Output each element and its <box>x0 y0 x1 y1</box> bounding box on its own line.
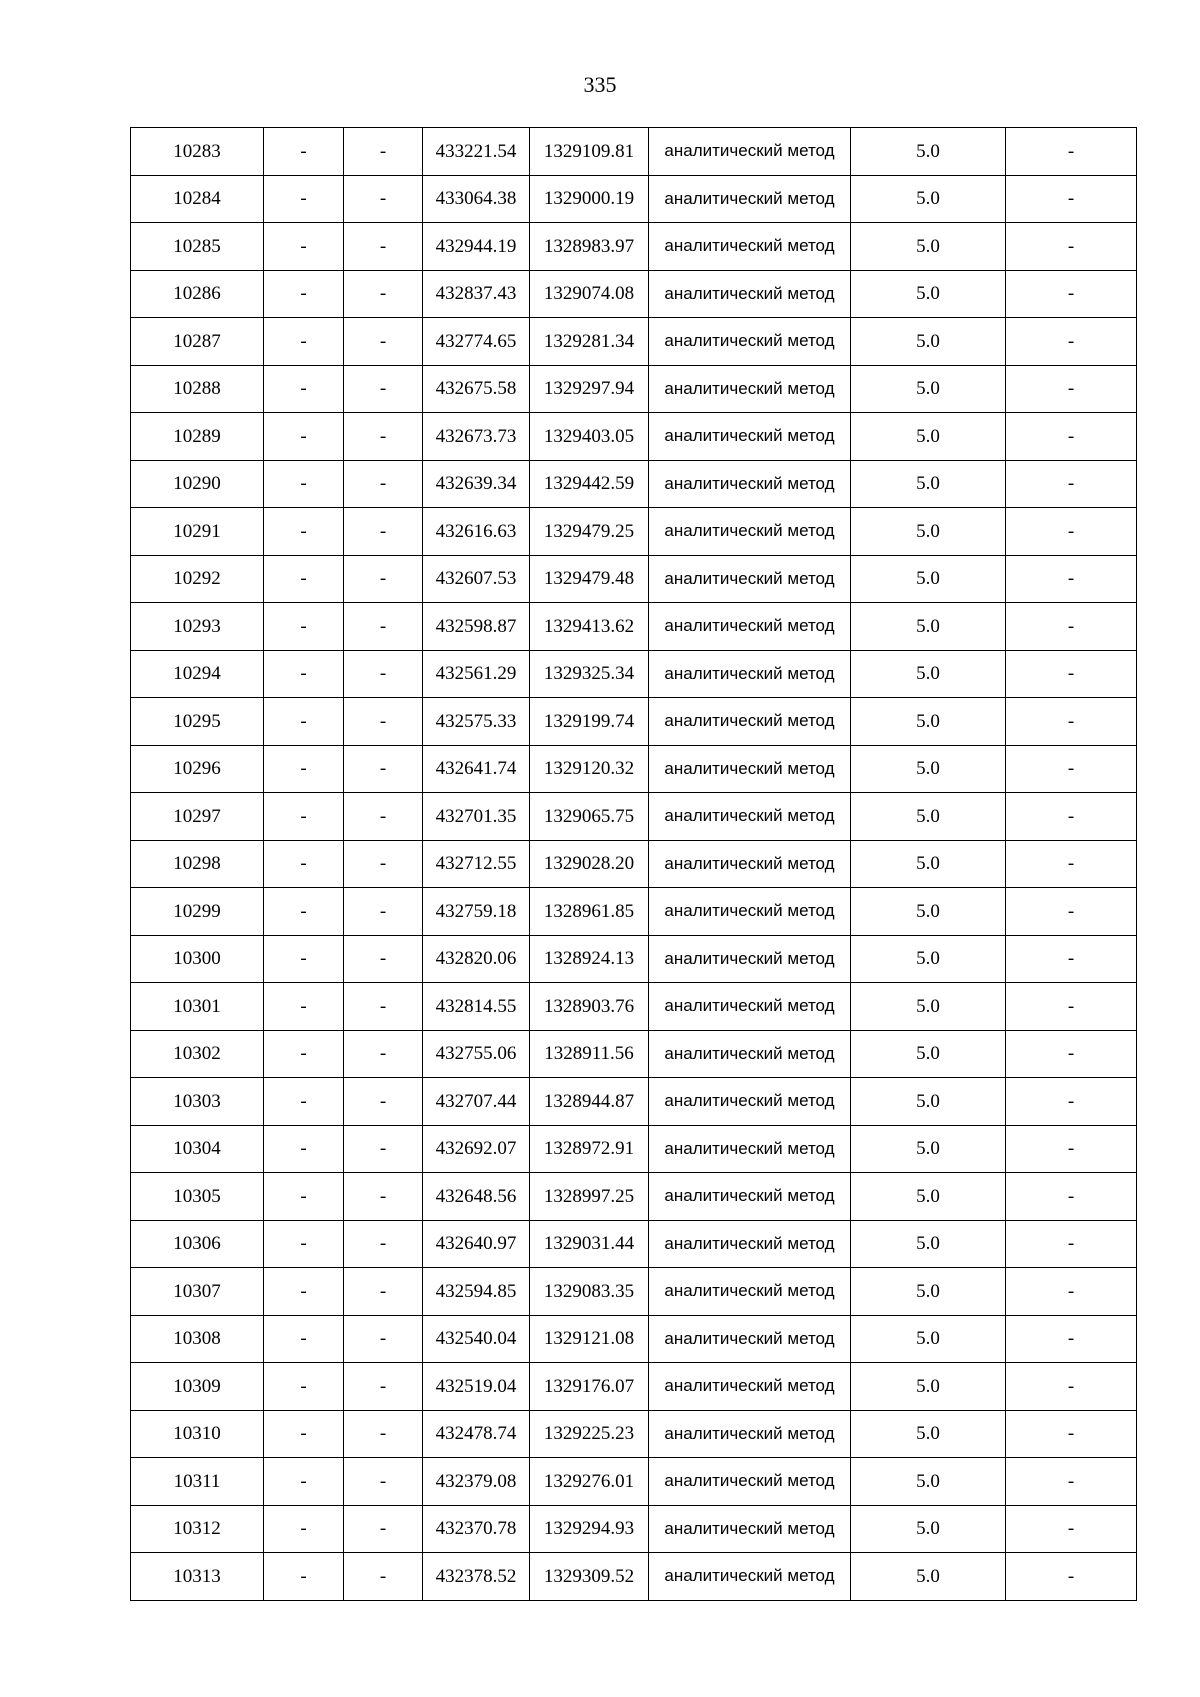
dash-cell-1: - <box>264 128 344 176</box>
dash-cell-2: - <box>344 793 423 841</box>
x-coordinate-cell: 432607.53 <box>423 555 530 603</box>
point-number-cell: 10311 <box>131 1458 264 1506</box>
accuracy-cell: 5.0 <box>851 603 1006 651</box>
point-number-cell: 10310 <box>131 1410 264 1458</box>
table-row <box>131 1410 1137 1458</box>
dash-cell-2: - <box>344 1505 423 1553</box>
table-row <box>131 888 1137 936</box>
point-number-cell: 10306 <box>131 1220 264 1268</box>
y-coordinate-cell: 1328903.76 <box>530 983 649 1031</box>
dash-cell-2: - <box>344 175 423 223</box>
y-coordinate-cell: 1329281.34 <box>530 318 649 366</box>
dash-cell-3: - <box>1006 1553 1137 1601</box>
method-cell: аналитический метод <box>649 1363 851 1411</box>
point-number-cell: 10297 <box>131 793 264 841</box>
dash-cell-2: - <box>344 413 423 461</box>
table-row <box>131 223 1137 271</box>
dash-cell-2: - <box>344 318 423 366</box>
x-coordinate-cell: 432675.58 <box>423 365 530 413</box>
y-coordinate-cell: 1329309.52 <box>530 1553 649 1601</box>
dash-cell-2: - <box>344 555 423 603</box>
accuracy-cell: 5.0 <box>851 1220 1006 1268</box>
table-row <box>131 175 1137 223</box>
table-row <box>131 650 1137 698</box>
x-coordinate-cell: 432701.35 <box>423 793 530 841</box>
table-row <box>131 318 1137 366</box>
point-number-cell: 10286 <box>131 270 264 318</box>
table-row <box>131 983 1137 1031</box>
dash-cell-2: - <box>344 223 423 271</box>
dash-cell-1: - <box>264 413 344 461</box>
accuracy-cell: 5.0 <box>851 223 1006 271</box>
y-coordinate-cell: 1328961.85 <box>530 888 649 936</box>
point-number-cell: 10305 <box>131 1173 264 1221</box>
method-cell: аналитический метод <box>649 1030 851 1078</box>
accuracy-cell: 5.0 <box>851 128 1006 176</box>
dash-cell-1: - <box>264 460 344 508</box>
dash-cell-1: - <box>264 1220 344 1268</box>
dash-cell-2: - <box>344 603 423 651</box>
dash-cell-1: - <box>264 1363 344 1411</box>
dash-cell-3: - <box>1006 650 1137 698</box>
y-coordinate-cell: 1329413.62 <box>530 603 649 651</box>
x-coordinate-cell: 432639.34 <box>423 460 530 508</box>
table-row <box>131 1220 1137 1268</box>
dash-cell-3: - <box>1006 1078 1137 1126</box>
x-coordinate-cell: 432755.06 <box>423 1030 530 1078</box>
method-cell: аналитический метод <box>649 888 851 936</box>
y-coordinate-cell: 1329083.35 <box>530 1268 649 1316</box>
table-body <box>131 128 1137 1601</box>
dash-cell-3: - <box>1006 1220 1137 1268</box>
x-coordinate-cell: 432944.19 <box>423 223 530 271</box>
table-row <box>131 1268 1137 1316</box>
table-row <box>131 935 1137 983</box>
method-cell: аналитический метод <box>649 460 851 508</box>
dash-cell-3: - <box>1006 413 1137 461</box>
x-coordinate-cell: 432837.43 <box>423 270 530 318</box>
point-number-cell: 10284 <box>131 175 264 223</box>
y-coordinate-cell: 1329442.59 <box>530 460 649 508</box>
x-coordinate-cell: 432598.87 <box>423 603 530 651</box>
dash-cell-3: - <box>1006 745 1137 793</box>
dash-cell-3: - <box>1006 1458 1137 1506</box>
accuracy-cell: 5.0 <box>851 1268 1006 1316</box>
dash-cell-2: - <box>344 935 423 983</box>
dash-cell-1: - <box>264 1030 344 1078</box>
y-coordinate-cell: 1328944.87 <box>530 1078 649 1126</box>
x-coordinate-cell: 432640.97 <box>423 1220 530 1268</box>
dash-cell-3: - <box>1006 128 1137 176</box>
dash-cell-3: - <box>1006 270 1137 318</box>
point-number-cell: 10313 <box>131 1553 264 1601</box>
accuracy-cell: 5.0 <box>851 1315 1006 1363</box>
method-cell: аналитический метод <box>649 365 851 413</box>
method-cell: аналитический метод <box>649 128 851 176</box>
accuracy-cell: 5.0 <box>851 508 1006 556</box>
x-coordinate-cell: 432774.65 <box>423 318 530 366</box>
x-coordinate-cell: 432712.55 <box>423 840 530 888</box>
y-coordinate-cell: 1329000.19 <box>530 175 649 223</box>
dash-cell-3: - <box>1006 318 1137 366</box>
dash-cell-2: - <box>344 1315 423 1363</box>
dash-cell-2: - <box>344 1125 423 1173</box>
table-row <box>131 365 1137 413</box>
dash-cell-1: - <box>264 1505 344 1553</box>
point-number-cell: 10303 <box>131 1078 264 1126</box>
dash-cell-1: - <box>264 1553 344 1601</box>
point-number-cell: 10294 <box>131 650 264 698</box>
table-row <box>131 1553 1137 1601</box>
accuracy-cell: 5.0 <box>851 698 1006 746</box>
x-coordinate-cell: 432575.33 <box>423 698 530 746</box>
x-coordinate-cell: 432519.04 <box>423 1363 530 1411</box>
accuracy-cell: 5.0 <box>851 1078 1006 1126</box>
dash-cell-1: - <box>264 650 344 698</box>
dash-cell-3: - <box>1006 1410 1137 1458</box>
accuracy-cell: 5.0 <box>851 1125 1006 1173</box>
method-cell: аналитический метод <box>649 175 851 223</box>
dash-cell-2: - <box>344 508 423 556</box>
dash-cell-3: - <box>1006 1125 1137 1173</box>
table-row <box>131 460 1137 508</box>
dash-cell-2: - <box>344 270 423 318</box>
point-number-cell: 10308 <box>131 1315 264 1363</box>
x-coordinate-cell: 432820.06 <box>423 935 530 983</box>
dash-cell-1: - <box>264 175 344 223</box>
dash-cell-2: - <box>344 745 423 793</box>
x-coordinate-cell: 432594.85 <box>423 1268 530 1316</box>
point-number-cell: 10287 <box>131 318 264 366</box>
table-row <box>131 508 1137 556</box>
x-coordinate-cell: 432378.52 <box>423 1553 530 1601</box>
dash-cell-2: - <box>344 365 423 413</box>
dash-cell-3: - <box>1006 1268 1137 1316</box>
table-row <box>131 1125 1137 1173</box>
accuracy-cell: 5.0 <box>851 460 1006 508</box>
dash-cell-1: - <box>264 1458 344 1506</box>
y-coordinate-cell: 1329403.05 <box>530 413 649 461</box>
point-number-cell: 10309 <box>131 1363 264 1411</box>
dash-cell-3: - <box>1006 223 1137 271</box>
point-number-cell: 10312 <box>131 1505 264 1553</box>
method-cell: аналитический метод <box>649 935 851 983</box>
method-cell: аналитический метод <box>649 603 851 651</box>
x-coordinate-cell: 432648.56 <box>423 1173 530 1221</box>
x-coordinate-cell: 432707.44 <box>423 1078 530 1126</box>
dash-cell-1: - <box>264 1173 344 1221</box>
dash-cell-2: - <box>344 1553 423 1601</box>
dash-cell-2: - <box>344 1220 423 1268</box>
dash-cell-1: - <box>264 1410 344 1458</box>
dash-cell-2: - <box>344 840 423 888</box>
dash-cell-1: - <box>264 1078 344 1126</box>
point-number-cell: 10285 <box>131 223 264 271</box>
method-cell: аналитический метод <box>649 1315 851 1363</box>
dash-cell-1: - <box>264 888 344 936</box>
y-coordinate-cell: 1329294.93 <box>530 1505 649 1553</box>
dash-cell-3: - <box>1006 983 1137 1031</box>
dash-cell-2: - <box>344 1030 423 1078</box>
x-coordinate-cell: 433221.54 <box>423 128 530 176</box>
accuracy-cell: 5.0 <box>851 1030 1006 1078</box>
y-coordinate-cell: 1329120.32 <box>530 745 649 793</box>
x-coordinate-cell: 432379.08 <box>423 1458 530 1506</box>
dash-cell-3: - <box>1006 793 1137 841</box>
dash-cell-1: - <box>264 793 344 841</box>
x-coordinate-cell: 432641.74 <box>423 745 530 793</box>
method-cell: аналитический метод <box>649 1458 851 1506</box>
dash-cell-3: - <box>1006 365 1137 413</box>
y-coordinate-cell: 1328911.56 <box>530 1030 649 1078</box>
dash-cell-2: - <box>344 1458 423 1506</box>
point-number-cell: 10301 <box>131 983 264 1031</box>
page-number: 335 <box>583 72 617 97</box>
dash-cell-3: - <box>1006 460 1137 508</box>
point-number-cell: 10302 <box>131 1030 264 1078</box>
y-coordinate-cell: 1329276.01 <box>530 1458 649 1506</box>
y-coordinate-cell: 1329028.20 <box>530 840 649 888</box>
y-coordinate-cell: 1329325.34 <box>530 650 649 698</box>
y-coordinate-cell: 1328972.91 <box>530 1125 649 1173</box>
table-row <box>131 1363 1137 1411</box>
method-cell: аналитический метод <box>649 1410 851 1458</box>
method-cell: аналитический метод <box>649 1125 851 1173</box>
table-row <box>131 270 1137 318</box>
dash-cell-2: - <box>344 888 423 936</box>
dash-cell-3: - <box>1006 175 1137 223</box>
point-number-cell: 10293 <box>131 603 264 651</box>
accuracy-cell: 5.0 <box>851 555 1006 603</box>
dash-cell-1: - <box>264 555 344 603</box>
accuracy-cell: 5.0 <box>851 650 1006 698</box>
dash-cell-1: - <box>264 698 344 746</box>
accuracy-cell: 5.0 <box>851 270 1006 318</box>
method-cell: аналитический метод <box>649 650 851 698</box>
dash-cell-3: - <box>1006 1363 1137 1411</box>
x-coordinate-cell: 432478.74 <box>423 1410 530 1458</box>
method-cell: аналитический метод <box>649 1173 851 1221</box>
point-number-cell: 10298 <box>131 840 264 888</box>
dash-cell-3: - <box>1006 555 1137 603</box>
accuracy-cell: 5.0 <box>851 1410 1006 1458</box>
y-coordinate-cell: 1329031.44 <box>530 1220 649 1268</box>
x-coordinate-cell: 432759.18 <box>423 888 530 936</box>
accuracy-cell: 5.0 <box>851 888 1006 936</box>
y-coordinate-cell: 1329074.08 <box>530 270 649 318</box>
x-coordinate-cell: 432370.78 <box>423 1505 530 1553</box>
method-cell: аналитический метод <box>649 698 851 746</box>
point-number-cell: 10296 <box>131 745 264 793</box>
table-row <box>131 1458 1137 1506</box>
y-coordinate-cell: 1329297.94 <box>530 365 649 413</box>
dash-cell-2: - <box>344 1410 423 1458</box>
dash-cell-2: - <box>344 983 423 1031</box>
method-cell: аналитический метод <box>649 793 851 841</box>
method-cell: аналитический метод <box>649 413 851 461</box>
dash-cell-3: - <box>1006 508 1137 556</box>
x-coordinate-cell: 432540.04 <box>423 1315 530 1363</box>
y-coordinate-cell: 1329176.07 <box>530 1363 649 1411</box>
table-row <box>131 1505 1137 1553</box>
table-row <box>131 1030 1137 1078</box>
accuracy-cell: 5.0 <box>851 745 1006 793</box>
dash-cell-2: - <box>344 128 423 176</box>
x-coordinate-cell: 432561.29 <box>423 650 530 698</box>
accuracy-cell: 5.0 <box>851 1363 1006 1411</box>
x-coordinate-cell: 432616.63 <box>423 508 530 556</box>
dash-cell-3: - <box>1006 935 1137 983</box>
method-cell: аналитический метод <box>649 745 851 793</box>
dash-cell-1: - <box>264 603 344 651</box>
dash-cell-1: - <box>264 365 344 413</box>
dash-cell-1: - <box>264 318 344 366</box>
dash-cell-3: - <box>1006 888 1137 936</box>
y-coordinate-cell: 1329479.25 <box>530 508 649 556</box>
dash-cell-3: - <box>1006 1315 1137 1363</box>
dash-cell-1: - <box>264 1315 344 1363</box>
method-cell: аналитический метод <box>649 1220 851 1268</box>
dash-cell-3: - <box>1006 698 1137 746</box>
accuracy-cell: 5.0 <box>851 413 1006 461</box>
y-coordinate-cell: 1328983.97 <box>530 223 649 271</box>
point-number-cell: 10289 <box>131 413 264 461</box>
accuracy-cell: 5.0 <box>851 793 1006 841</box>
method-cell: аналитический метод <box>649 508 851 556</box>
dash-cell-3: - <box>1006 1505 1137 1553</box>
method-cell: аналитический метод <box>649 1553 851 1601</box>
dash-cell-1: - <box>264 223 344 271</box>
dash-cell-2: - <box>344 1078 423 1126</box>
table-row <box>131 1078 1137 1126</box>
accuracy-cell: 5.0 <box>851 365 1006 413</box>
accuracy-cell: 5.0 <box>851 840 1006 888</box>
dash-cell-1: - <box>264 840 344 888</box>
method-cell: аналитический метод <box>649 1505 851 1553</box>
point-number-cell: 10288 <box>131 365 264 413</box>
accuracy-cell: 5.0 <box>851 1458 1006 1506</box>
y-coordinate-cell: 1328997.25 <box>530 1173 649 1221</box>
y-coordinate-cell: 1329109.81 <box>530 128 649 176</box>
point-number-cell: 10283 <box>131 128 264 176</box>
accuracy-cell: 5.0 <box>851 1553 1006 1601</box>
table-row <box>131 413 1137 461</box>
dash-cell-3: - <box>1006 1173 1137 1221</box>
dash-cell-1: - <box>264 1125 344 1173</box>
table-row <box>131 1173 1137 1221</box>
coordinates-table <box>130 127 1137 1601</box>
dash-cell-1: - <box>264 983 344 1031</box>
method-cell: аналитический метод <box>649 318 851 366</box>
point-number-cell: 10291 <box>131 508 264 556</box>
table-row <box>131 1315 1137 1363</box>
method-cell: аналитический метод <box>649 223 851 271</box>
accuracy-cell: 5.0 <box>851 1173 1006 1221</box>
dash-cell-2: - <box>344 460 423 508</box>
dash-cell-3: - <box>1006 840 1137 888</box>
point-number-cell: 10300 <box>131 935 264 983</box>
table-row <box>131 840 1137 888</box>
point-number-cell: 10295 <box>131 698 264 746</box>
method-cell: аналитический метод <box>649 983 851 1031</box>
point-number-cell: 10292 <box>131 555 264 603</box>
dash-cell-1: - <box>264 270 344 318</box>
dash-cell-2: - <box>344 1268 423 1316</box>
y-coordinate-cell: 1329065.75 <box>530 793 649 841</box>
table-row <box>131 555 1137 603</box>
x-coordinate-cell: 432673.73 <box>423 413 530 461</box>
y-coordinate-cell: 1329121.08 <box>530 1315 649 1363</box>
table-row <box>131 698 1137 746</box>
method-cell: аналитический метод <box>649 1078 851 1126</box>
method-cell: аналитический метод <box>649 840 851 888</box>
table-row <box>131 745 1137 793</box>
table-row <box>131 793 1137 841</box>
accuracy-cell: 5.0 <box>851 175 1006 223</box>
x-coordinate-cell: 432814.55 <box>423 983 530 1031</box>
method-cell: аналитический метод <box>649 1268 851 1316</box>
point-number-cell: 10299 <box>131 888 264 936</box>
y-coordinate-cell: 1329479.48 <box>530 555 649 603</box>
accuracy-cell: 5.0 <box>851 1505 1006 1553</box>
dash-cell-3: - <box>1006 603 1137 651</box>
y-coordinate-cell: 1329225.23 <box>530 1410 649 1458</box>
accuracy-cell: 5.0 <box>851 983 1006 1031</box>
y-coordinate-cell: 1329199.74 <box>530 698 649 746</box>
dash-cell-1: - <box>264 508 344 556</box>
method-cell: аналитический метод <box>649 270 851 318</box>
point-number-cell: 10304 <box>131 1125 264 1173</box>
dash-cell-2: - <box>344 1173 423 1221</box>
dash-cell-2: - <box>344 1363 423 1411</box>
point-number-cell: 10290 <box>131 460 264 508</box>
point-number-cell: 10307 <box>131 1268 264 1316</box>
x-coordinate-cell: 433064.38 <box>423 175 530 223</box>
accuracy-cell: 5.0 <box>851 318 1006 366</box>
dash-cell-3: - <box>1006 1030 1137 1078</box>
dash-cell-2: - <box>344 698 423 746</box>
dash-cell-1: - <box>264 935 344 983</box>
dash-cell-2: - <box>344 650 423 698</box>
method-cell: аналитический метод <box>649 555 851 603</box>
dash-cell-1: - <box>264 745 344 793</box>
y-coordinate-cell: 1328924.13 <box>530 935 649 983</box>
table-row <box>131 603 1137 651</box>
dash-cell-1: - <box>264 1268 344 1316</box>
table-row <box>131 128 1137 176</box>
accuracy-cell: 5.0 <box>851 935 1006 983</box>
x-coordinate-cell: 432692.07 <box>423 1125 530 1173</box>
